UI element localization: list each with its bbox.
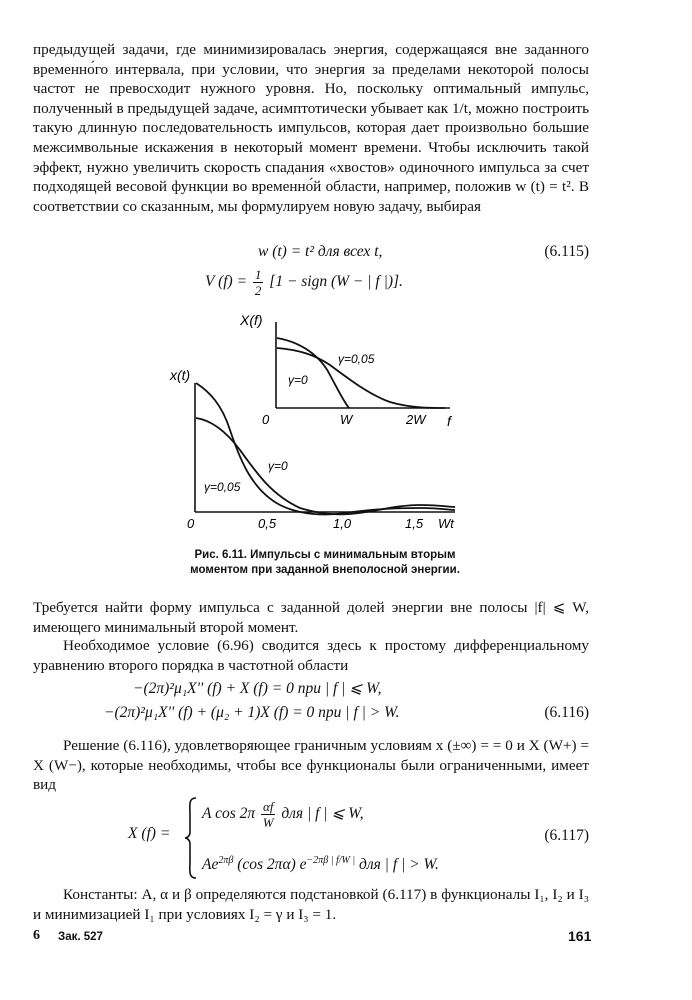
- case2-a: Ae: [202, 856, 219, 874]
- figure-caption: [165, 548, 485, 578]
- main-x-label: Wt: [438, 516, 454, 531]
- text-paragraph-5: [33, 885, 589, 924]
- inset-curve-label-gamma-0-05: γ=0,05: [338, 352, 375, 366]
- caption-line-2: моментом при заданной внеполосной энергии.: [190, 564, 460, 576]
- case1-cos: A cos 2π: [202, 805, 256, 823]
- v-rhs: [1 − sign (W − | f |)].: [269, 273, 403, 291]
- case2-condition: для | f | > W.: [359, 856, 439, 874]
- main-x-tick-2: 1,0: [333, 516, 352, 531]
- inset-x-tick-2w: 2W: [406, 412, 426, 427]
- cases-brace: [184, 796, 198, 880]
- inset-x-tick-0: 0: [262, 412, 270, 427]
- text-paragraph-3: [33, 636, 589, 675]
- main-x-tick-1: 0,5: [258, 516, 277, 531]
- equation-6-117-case2: [202, 855, 439, 874]
- v-lhs: V (f) =: [205, 273, 248, 291]
- equation-6-117-case1: [202, 800, 364, 829]
- inset-x-tick-w: W: [340, 412, 353, 427]
- caption-line-1: Рис. 6.11. Импульсы с минимальным вторым: [194, 549, 456, 561]
- equation-6-117-lhs: X (f) =: [128, 825, 171, 842]
- paragraph-text: Требуется найти форму импульса с заданной долей энергии вне полосы |f| ⩽ W, имеющего минимальный второй момент.: [33, 599, 589, 636]
- main-curve-label-gamma-0: γ=0: [268, 459, 288, 473]
- inset-curve-label-gamma-0: γ=0: [288, 373, 308, 387]
- paragraph-text: Решение (6.116), удовлетворяющее граничным условиям x (±∞) = = 0 и X (W+) = X (W−), которые необходимы, чтобы все функционалы были ограниченными, имеет вид: [33, 737, 589, 794]
- text-paragraph-2: [33, 598, 589, 637]
- main-x-tick-0: 0: [187, 516, 195, 531]
- case2-exp1: 2πβ: [218, 855, 234, 866]
- paragraph-text: Необходимое условие (6.96) сводится здесь к простому дифференциальному уравнению второго порядка в частотной области: [33, 637, 589, 674]
- equation-number-6-116: (6.116): [544, 704, 589, 721]
- equation-6-116-line1: −(2π)²μ₁X'' (f) + X (f) = 0 при | f | ⩽ W,: [133, 680, 382, 697]
- case1-condition: для | f | ⩽ W,: [281, 805, 364, 823]
- inset-x-label: f: [447, 413, 451, 429]
- case2-cos: (cos 2πα) e: [237, 856, 307, 874]
- page-number: 161: [568, 928, 592, 944]
- equation-number-6-117: (6.117): [544, 827, 589, 844]
- text-paragraph-4: [33, 736, 589, 795]
- fraction-denominator: W: [262, 815, 274, 830]
- order-number: Зак. 527: [58, 931, 103, 943]
- fraction-numerator: αf: [263, 799, 274, 814]
- main-curve-label-gamma-0-05: γ=0,05: [204, 480, 241, 494]
- main-y-label: x(t): [170, 367, 191, 383]
- main-x-tick-3: 1,5: [405, 516, 424, 531]
- fraction-numerator: 1: [254, 267, 262, 282]
- fraction-alpha-f-over-w: [261, 800, 275, 829]
- equation-6-116-line2: −(2π)²μ₁X'' (f) + (μ₂ + 1)X (f) = 0 при | f | > W.: [104, 704, 400, 721]
- fraction-denominator: 2: [254, 283, 262, 298]
- main-curve-gamma-0: [196, 383, 455, 514]
- signature-mark: 6: [33, 928, 40, 943]
- equation-number-6-115: (6.115): [544, 243, 589, 260]
- main-curve-gamma-0-05: [196, 418, 455, 514]
- inset-y-label: X(f): [240, 312, 263, 328]
- equation-6-115-line1: w (t) = t² для всех t,: [258, 243, 383, 260]
- case2-exp2: −2πβ | f/W |: [306, 855, 356, 866]
- paragraph-text: Константы: A, α и β определяются подстановкой (6.117) в функционалы I₁, I₂ и I₃ и минимизацией I₁ при условиях I₂ = γ и I₃ = 1.: [33, 886, 589, 923]
- paragraph-text: предыдущей задачи, где минимизировалась энергия, содержащаяся вне заданного временно́го интервала, при условии, что энергия за пределами некоторой полосы частот не превосходит нужного уровня. Но, поскольку оптимальный импульс, полученный в предыдущей задаче, асимптотически убывает как 1/t, можно построить такую длинную последовательность импульсов, которая дает произвольно большие межсимвольные искажения в некоторый момент времени. Чтобы исключить такой эффект, нужно увеличить скорость спадания «хвостов» одиночного импульса за счет подходящей весовой функции во временно́й области, например, положив w (t) = t². В соответствии со сказанным, мы формулируем новую задачу, выбирая: [33, 41, 589, 215]
